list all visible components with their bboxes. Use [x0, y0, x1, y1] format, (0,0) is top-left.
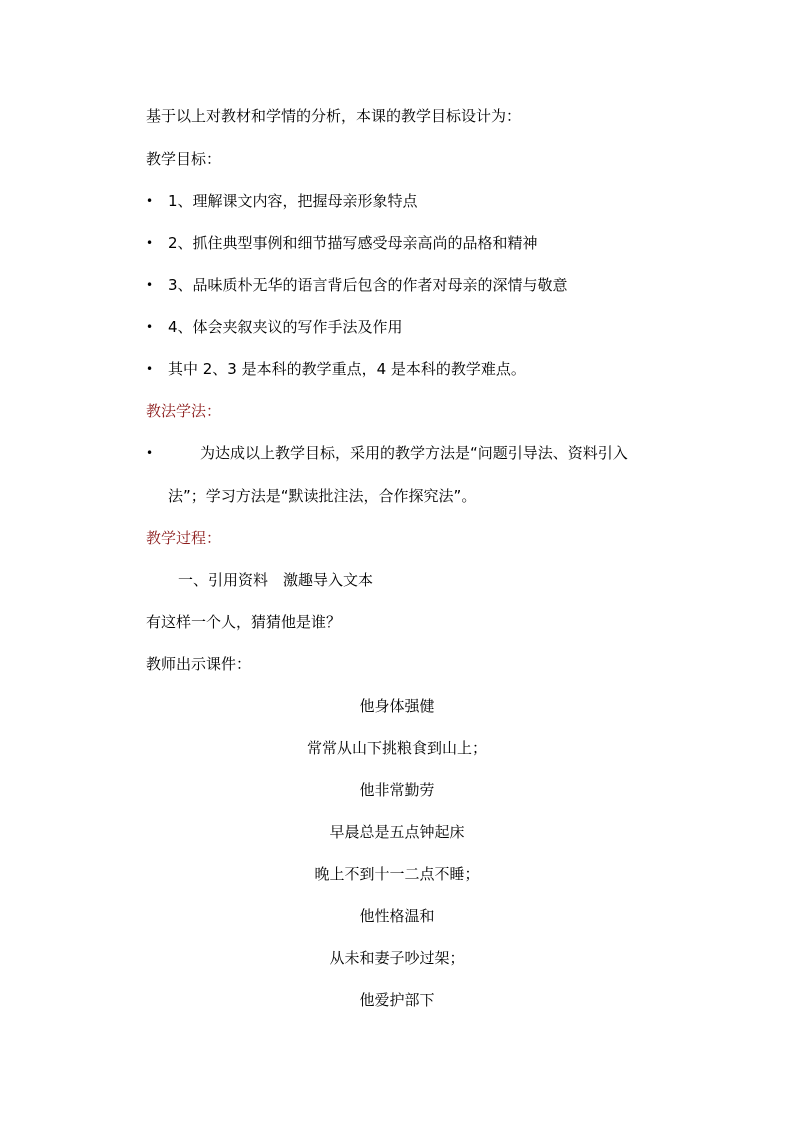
poem-line: 常常从山下挑粮食到山上；: [306, 739, 487, 757]
goal-item: 3、品味质朴无华的语言背后包含的作者对母亲的深情与敬意: [168, 276, 568, 294]
teacher-shows-text: 教师出示课件：: [146, 655, 252, 673]
poem-line: 从未和妻子吵过架；: [329, 949, 465, 967]
goal-item: 1、理解课文内容，把握母亲形象特点: [168, 192, 418, 210]
poem-line: 他非常勤劳: [359, 781, 435, 799]
methods-text-line1: 为达成以上教学目标，采用的教学方法是“问题引导法、资料引入: [200, 444, 628, 462]
poem-line: 早晨总是五点钟起床: [329, 823, 465, 841]
methods-heading: 教法学法：: [146, 402, 222, 420]
goal-item: 其中 2、3 是本科的教学重点，4 是本科的教学难点。: [168, 360, 526, 378]
goal-item: 4、体会夹叙夹议的写作手法及作用: [168, 318, 403, 336]
goal-item: 2、抓住典型事例和细节描写感受母亲高尚的品格和精神: [168, 234, 538, 252]
bullet-marker: •: [146, 278, 154, 292]
bullet-marker: •: [146, 194, 154, 208]
step-title: 一、引用资料 激趣导入文本: [178, 571, 374, 589]
process-heading: 教学过程：: [146, 529, 222, 547]
intro-text: 基于以上对教材和学情的分析，本课的教学目标设计为：: [146, 107, 522, 125]
goals-heading: 教学目标：: [146, 150, 222, 168]
question-text: 有这样一个人，猜猜他是谁？: [146, 613, 342, 631]
poem-line: 他性格温和: [359, 907, 435, 925]
poem-line: 晚上不到十一二点不睡；: [314, 865, 480, 883]
bullet-marker: •: [146, 320, 154, 334]
bullet-marker: •: [146, 236, 154, 250]
bullet-marker: •: [146, 362, 154, 376]
methods-text-line2: 法”；学习方法是“默读批注法，合作探究法”。: [168, 487, 477, 505]
poem-line: 他身体强健: [359, 697, 435, 715]
poem-line: 他爱护部下: [359, 991, 435, 1009]
bullet-marker: •: [146, 446, 154, 460]
